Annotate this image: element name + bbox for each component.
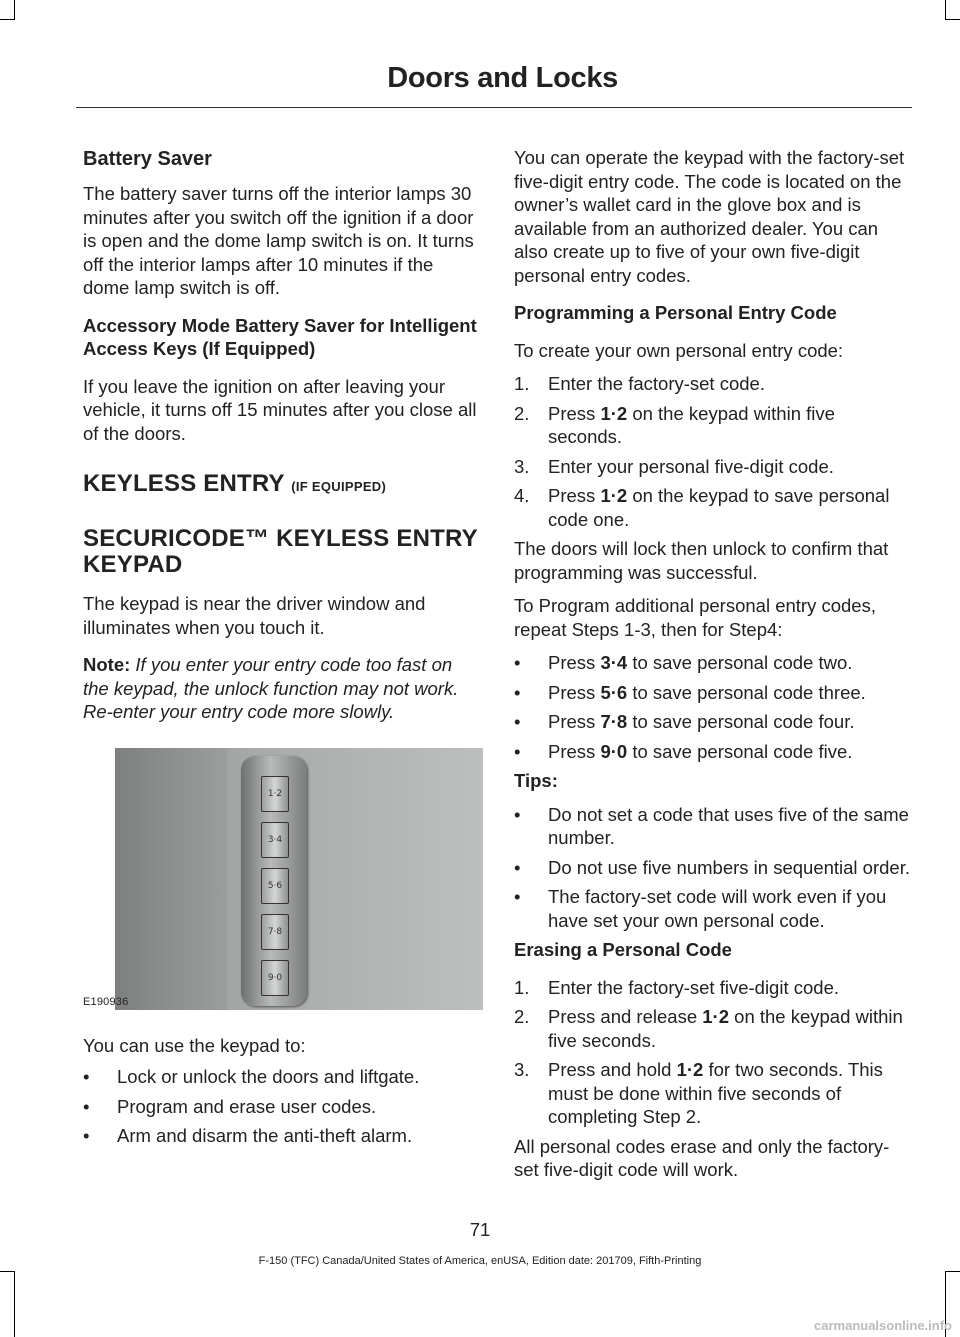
confirm-text: The doors will lock then unlock to confirm that programming was successful. bbox=[514, 538, 889, 583]
use-intro: You can use the keypad to: bbox=[83, 1034, 306, 1056]
use-list bbox=[83, 1065, 478, 1148]
step-text: Press and hold bbox=[548, 1059, 677, 1080]
key-label: 1·2 bbox=[600, 402, 628, 424]
step-number: 3. bbox=[514, 455, 530, 477]
crop-mark bbox=[945, 19, 960, 20]
bullet: • bbox=[83, 1125, 90, 1146]
list-item-text bbox=[548, 681, 914, 705]
keypad-key: 7·8 bbox=[261, 914, 289, 950]
key-label: 7·8 bbox=[600, 711, 628, 732]
key-label: 1·2 bbox=[702, 1006, 730, 1027]
bullet: • bbox=[514, 711, 521, 732]
key-label: 5·6 bbox=[600, 681, 628, 703]
bullet: • bbox=[83, 1095, 90, 1117]
bullet: • bbox=[514, 740, 521, 762]
list-item-text bbox=[548, 976, 914, 1000]
step-text: to save personal code four. bbox=[627, 711, 855, 732]
step-text: to save personal code five. bbox=[627, 740, 853, 762]
list-item bbox=[514, 803, 914, 850]
note-text: If you enter your entry code too fast on the keypad, the unlock function may not work. Re-enter your entry code more slowly. bbox=[83, 654, 459, 722]
bullet: • bbox=[514, 886, 521, 907]
additional-steps bbox=[514, 651, 914, 763]
step-text: Enter the factory-set five-digit code. bbox=[548, 976, 839, 998]
bullet: • bbox=[514, 803, 521, 825]
accessory-mode-heading: Accessory Mode Battery Saver for Intelligent Access Keys (If Equipped) bbox=[83, 314, 477, 359]
keypad-key: 3·4 bbox=[261, 822, 289, 858]
watermark: carmanualsonline.info bbox=[814, 1318, 952, 1333]
keyless-entry-title: KEYLESS ENTRY bbox=[83, 470, 285, 497]
list-item bbox=[514, 740, 914, 764]
crop-mark bbox=[14, 0, 15, 20]
window-frame bbox=[115, 748, 227, 1010]
key-label: 3·4 bbox=[600, 652, 628, 673]
step-text: to save personal code three. bbox=[627, 681, 866, 703]
right-column bbox=[514, 146, 914, 1182]
key-label: 9·0 bbox=[600, 740, 628, 762]
bullet: • bbox=[514, 652, 521, 673]
header-divider bbox=[76, 107, 912, 108]
accessory-mode-text: If you leave the ignition on after leaving your vehicle, it turns off 15 minutes after you close all of the doors. bbox=[83, 375, 477, 444]
list-item-text: Arm and disarm the anti-theft alarm. bbox=[117, 1125, 413, 1146]
step-text: Press bbox=[548, 681, 601, 703]
step-text: Press bbox=[548, 711, 601, 732]
list-item-text bbox=[548, 710, 914, 734]
step-text: Press bbox=[548, 740, 601, 762]
key-label: 1·2 bbox=[676, 1059, 704, 1080]
step-text: to save personal code two. bbox=[627, 652, 853, 673]
list-item bbox=[514, 710, 914, 734]
programming-steps bbox=[514, 372, 914, 531]
programming-heading: Programming a Personal Entry Code bbox=[514, 302, 837, 323]
left-column bbox=[83, 146, 478, 1154]
step-text: on the keypad within five seconds. bbox=[548, 1006, 903, 1051]
list-item-text bbox=[548, 455, 914, 479]
keypad-photo bbox=[115, 748, 483, 1010]
additional-text: To Program additional personal entry codes, repeat Steps 1-3, then for Step4: bbox=[514, 595, 876, 640]
tips-list bbox=[514, 803, 914, 933]
list-item-text bbox=[548, 1005, 914, 1052]
list-item bbox=[514, 1005, 914, 1052]
step-number: 4. bbox=[514, 485, 530, 506]
bullet: • bbox=[83, 1066, 90, 1087]
list-item bbox=[514, 402, 914, 449]
list-item-text: The factory-set code will work even if you have set your own personal code. bbox=[548, 886, 887, 931]
step-text: Press bbox=[548, 485, 601, 506]
key-label: 1·2 bbox=[600, 485, 628, 506]
keypad-key: 5·6 bbox=[261, 868, 289, 904]
figure-id: E190936 bbox=[83, 995, 129, 1008]
note-paragraph bbox=[83, 653, 478, 724]
list-item bbox=[83, 1065, 478, 1089]
crop-mark bbox=[14, 1271, 15, 1337]
erasing-heading: Erasing a Personal Code bbox=[514, 939, 732, 960]
list-item-text bbox=[548, 484, 914, 531]
step-text: Press bbox=[548, 402, 601, 424]
crop-mark bbox=[0, 19, 15, 20]
list-item-text: Do not use five numbers in sequential order. bbox=[548, 856, 910, 878]
list-item bbox=[514, 681, 914, 705]
list-item bbox=[514, 455, 914, 479]
step-text: Press bbox=[548, 652, 601, 673]
list-item-text bbox=[548, 651, 914, 675]
list-item bbox=[514, 1058, 914, 1129]
list-item bbox=[514, 976, 914, 1000]
bullet: • bbox=[514, 681, 521, 703]
step-number: 1. bbox=[514, 976, 530, 998]
crop-mark bbox=[945, 0, 946, 20]
list-item-text bbox=[548, 402, 914, 449]
keypad-key: 9·0 bbox=[261, 960, 289, 996]
crop-mark bbox=[945, 1271, 960, 1272]
if-equipped-label: (IF EQUIPPED) bbox=[291, 479, 387, 494]
step-number: 2. bbox=[514, 402, 530, 424]
list-item-text bbox=[548, 1058, 914, 1129]
step-text: on the keypad to save personal code one. bbox=[548, 485, 890, 530]
erasing-steps bbox=[514, 976, 914, 1129]
keypad-key: 1·2 bbox=[261, 776, 289, 812]
page-number: 71 bbox=[469, 1219, 491, 1240]
list-item bbox=[514, 651, 914, 675]
step-text: for two seconds. This must be done within five seconds of completing Step 2. bbox=[548, 1059, 883, 1127]
bullet: • bbox=[514, 856, 521, 878]
step-number: 3. bbox=[514, 1059, 530, 1080]
note-label: Note: bbox=[83, 654, 131, 675]
step-text: on the keypad within five seconds. bbox=[548, 402, 835, 447]
page-title: Doors and Locks bbox=[387, 62, 618, 94]
list-item bbox=[514, 372, 914, 396]
list-item bbox=[514, 856, 914, 880]
list-item bbox=[83, 1124, 478, 1148]
step-text: Press and release bbox=[548, 1006, 703, 1027]
crop-mark bbox=[0, 1271, 15, 1272]
closing-text: All personal codes erase and only the factory-set five-digit code will work. bbox=[514, 1135, 890, 1180]
list-item bbox=[83, 1095, 478, 1119]
securicode-heading: SECURICODE™ KEYLESS ENTRY KEYPAD bbox=[83, 525, 478, 578]
edition-footer: F-150 (TFC) Canada/United States of America, enUSA, Edition date: 201709, Fifth-Printing bbox=[258, 1255, 702, 1267]
list-item-text: Program and erase user codes. bbox=[117, 1095, 377, 1117]
list-item bbox=[514, 885, 914, 932]
battery-saver-text: The battery saver turns off the interior lamps 30 minutes after you switch off the ignition if a door is open and the dome lamp switch is on. It turns off the interior lamps after 10 minutes if the dome lamp switch is off. bbox=[83, 183, 474, 298]
tips-heading: Tips: bbox=[514, 770, 558, 791]
step-number: 1. bbox=[514, 373, 530, 394]
battery-saver-heading: Battery Saver bbox=[83, 148, 212, 170]
list-item-text: Do not set a code that uses five of the same number. bbox=[548, 803, 909, 848]
list-item-text bbox=[548, 372, 914, 396]
list-item bbox=[514, 484, 914, 531]
step-text: Enter your personal five-digit code. bbox=[548, 455, 834, 477]
keypad-figure bbox=[83, 748, 478, 1016]
keypad-location-text: The keypad is near the driver window and illuminates when you touch it. bbox=[83, 593, 426, 638]
keyless-entry-heading bbox=[83, 471, 478, 500]
list-item-text: Lock or unlock the doors and liftgate. bbox=[117, 1066, 420, 1087]
step-number: 2. bbox=[514, 1006, 530, 1027]
step-text: Enter the factory-set code. bbox=[548, 373, 765, 394]
programming-intro: To create your own personal entry code: bbox=[514, 339, 844, 361]
intro-text: You can operate the keypad with the factory-set five-digit entry code. The code is located on the owner’s wallet card in the glove box and is available from an authorized dealer. You can also create up to five of your own five-digit personal entry codes. bbox=[514, 147, 905, 286]
list-item-text bbox=[548, 740, 914, 764]
keypad-housing bbox=[241, 756, 307, 1006]
